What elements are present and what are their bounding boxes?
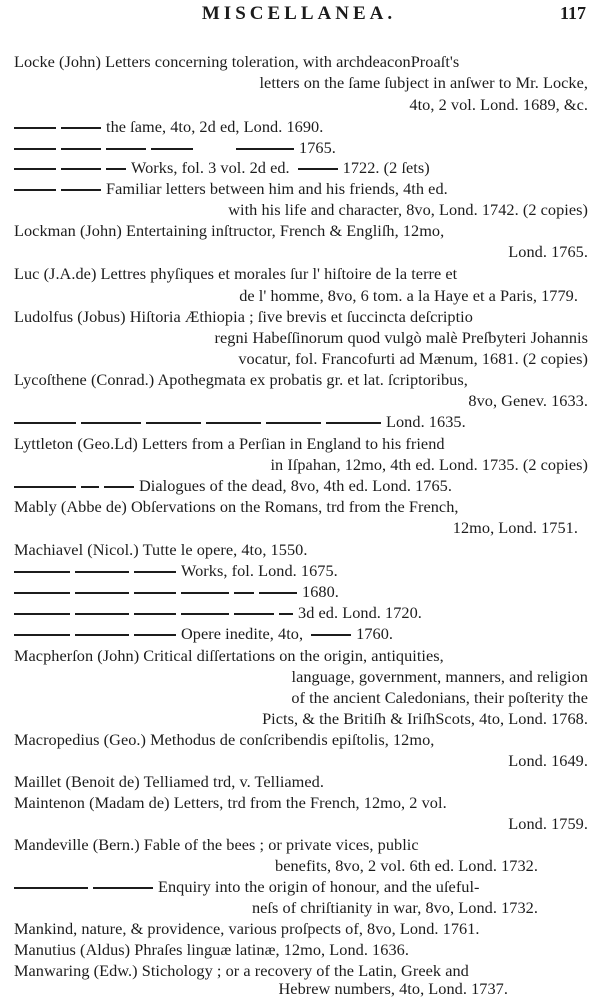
entry-line: 8vo, Genev. 1633. <box>468 391 588 410</box>
entry-text: Opere inedite, 4to, <box>181 624 304 643</box>
ditto-dash <box>14 127 56 129</box>
entry-text: Enquiry into the origin of honour, and the uſeful- <box>158 877 480 896</box>
ditto-dash <box>234 613 274 615</box>
running-head: MISCELLANEA. <box>201 3 397 24</box>
entry-line: Maintenon (Madam de) Letters, trd from the French, 12mo, 2 vol. <box>14 793 447 812</box>
ditto-dash <box>279 613 293 615</box>
ditto-dash <box>146 422 201 424</box>
entry-line: Mankind, nature, & providence, various proſpects of, 8vo, Lond. 1761. <box>14 919 480 938</box>
entry-text: 1722. (2 ſets) <box>342 158 430 177</box>
entry-text: 1760. <box>356 624 394 643</box>
ditto-dash <box>14 887 88 889</box>
ditto-entry <box>14 560 338 581</box>
ditto-dash <box>134 634 176 636</box>
ditto-dash <box>14 592 70 594</box>
entry-line: Lond. 1765. <box>508 242 588 261</box>
entry-text: Works, fol. 3 vol. 2d ed. <box>131 158 290 177</box>
entry-text: 3d ed. Lond. 1720. <box>298 603 422 622</box>
ditto-dash <box>134 613 176 615</box>
entry-line: Machiavel (Nicol.) Tutte le opere, 4to, 1550. <box>14 540 308 559</box>
entry-text: 1680. <box>302 582 339 601</box>
ditto-dash <box>61 148 101 150</box>
entry-text: Dialogues of the dead, 8vo, 4th ed. Lond. 1765. <box>139 476 452 495</box>
ditto-entry <box>14 475 452 496</box>
ditto-dash <box>61 127 101 129</box>
ditto-dash <box>134 592 176 594</box>
ditto-dash <box>298 168 338 170</box>
ditto-entry <box>14 178 448 199</box>
entry-line: 12mo, Lond. 1751. <box>452 518 578 537</box>
ditto-entry <box>14 137 336 158</box>
ditto-dash <box>14 168 56 170</box>
ditto-dash <box>181 613 229 615</box>
entry-text: 1765. <box>299 138 336 157</box>
ditto-dash <box>311 634 351 636</box>
page-number: 117 <box>559 3 586 23</box>
ditto-entry <box>14 157 430 178</box>
ditto-dash <box>14 148 56 150</box>
ditto-dash <box>75 592 129 594</box>
entry-line: Macropedius (Geo.) Methodus de conſcribendis epiſtolis, 12mo, <box>14 730 435 749</box>
ditto-entry <box>14 623 393 644</box>
ditto-entry <box>14 116 323 137</box>
ditto-dash <box>14 422 76 424</box>
ditto-dash <box>151 148 193 150</box>
ditto-dash <box>266 422 321 424</box>
ditto-dash <box>14 486 76 488</box>
entry-line: letters on the ſame ſubject in anſwer to Mr. Locke, <box>259 73 588 92</box>
ditto-dash <box>326 422 381 424</box>
ditto-dash <box>81 486 99 488</box>
ditto-dash <box>106 148 146 150</box>
entry-line: regni Habeſſinorum quod vulgò malè Preſbyteri Johannis <box>214 328 588 347</box>
ditto-dash <box>181 592 229 594</box>
entry-text: Works, fol. Lond. 1675. <box>181 561 338 580</box>
ditto-entry <box>14 876 480 897</box>
entry-line: Lycoſthene (Conrad.) Apothegmata ex probatis gr. et lat. ſcriptoribus, <box>14 370 468 389</box>
ditto-dash <box>106 168 126 170</box>
entry-line: language, government, manners, and religion <box>291 667 588 686</box>
entry-line: Luc (J.A.de) Lettres phyſiques et morales ſur l' hiſtoire de la terre et <box>14 264 458 283</box>
entry-line: 4to, 2 vol. Lond. 1689, &c. <box>409 95 588 114</box>
ditto-dash <box>93 887 153 889</box>
entry-line: Picts, & the Britiſh & IriſhScots, 4to, Lond. 1768. <box>262 709 588 728</box>
entry-line: Lyttleton (Geo.Ld) Letters from a Perſian in England to his friend <box>14 434 445 453</box>
entry-line: Mandeville (Bern.) Fable of the bees ; or private vices, public <box>14 835 419 854</box>
ditto-dash <box>206 422 261 424</box>
entry-line: Lond. 1649. <box>508 751 588 770</box>
ditto-dash <box>134 571 176 573</box>
entry-line: de l' homme, 8vo, 6 tom. a la Haye et a Paris, 1779. <box>239 286 578 305</box>
entry-text: Lond. 1635. <box>386 412 466 431</box>
ditto-dash <box>14 613 70 615</box>
entry-line: in Iſpahan, 12mo, 4th ed. Lond. 1735. (2 copies) <box>270 455 588 474</box>
entry-text: Familiar letters between him and his friends, 4th ed. <box>106 179 448 198</box>
ditto-dash <box>14 189 56 191</box>
entry-line: benefits, 8vo, 2 vol. 6th ed. Lond. 1732. <box>275 856 538 875</box>
ditto-dash <box>75 613 129 615</box>
ditto-dash <box>61 189 101 191</box>
entry-line: of the ancient Caledonians, their poſterity the <box>291 688 588 707</box>
ditto-dash <box>75 571 129 573</box>
entry-line: Lond. 1759. <box>508 814 588 833</box>
entry-line: Macpherſon (John) Critical diſſertations on the origin, antiquities, <box>14 646 444 665</box>
entry-text: the ſame, 4to, 2d ed, Lond. 1690. <box>106 117 324 136</box>
ditto-entry <box>14 411 466 432</box>
entry-line: Mably (Abbe de) Obſervations on the Romans, trd from the French, <box>14 497 459 516</box>
entry-line: Manwaring (Edw.) Stichology ; or a recovery of the Latin, Greek and <box>14 961 469 980</box>
ditto-entry <box>14 581 339 602</box>
ditto-dash <box>259 592 297 594</box>
ditto-dash <box>75 634 129 636</box>
ditto-dash <box>81 422 141 424</box>
entry-line: vocatur, fol. Francofurti ad Mænum, 1681. (2 copies) <box>238 349 588 368</box>
ditto-dash <box>234 592 254 594</box>
ditto-dash <box>104 486 134 488</box>
ditto-entry <box>14 602 422 623</box>
entry-line: Manutius (Aldus) Phraſes linguæ latinæ, 12mo, Lond. 1636. <box>14 940 409 959</box>
ditto-dash <box>14 571 70 573</box>
entry-line: Locke (John) Letters concerning toleration, with archdeaconProaſt's <box>14 52 460 71</box>
entry-line: with his life and character, 8vo, Lond. 1742. (2 copies) <box>228 200 588 219</box>
ditto-dash <box>61 168 101 170</box>
entry-line: Hebrew numbers, 4to, Lond. 1737. <box>278 979 508 998</box>
ditto-dash <box>14 634 70 636</box>
entry-line: neſs of chriſtianity in war, 8vo, Lond. 1732. <box>251 898 538 917</box>
entry-line: Maillet (Benoit de) Telliamed trd, v. Telliamed. <box>14 772 324 791</box>
entry-line: Ludolfus (Jobus) Hiſtoria Æthiopia ; ſive brevis et ſuccincta deſcriptio <box>14 307 473 326</box>
ditto-dash <box>236 148 294 150</box>
entry-line: Lockman (John) Entertaining inſtructor, French & Engliſh, 12mo, <box>14 221 445 240</box>
